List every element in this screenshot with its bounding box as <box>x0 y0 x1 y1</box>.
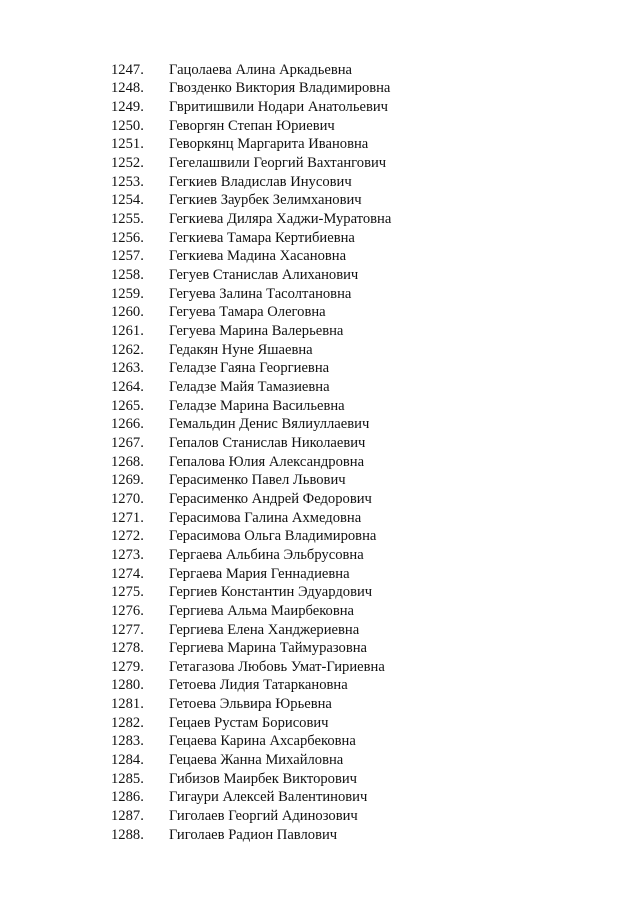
entry-name: Гетоева Эльвира Юрьевна <box>169 696 332 713</box>
list-item <box>111 807 391 826</box>
entry-number: 1279. <box>111 658 144 675</box>
entry-number: 1285. <box>111 770 144 787</box>
entry-number: 1275. <box>111 584 144 601</box>
entry-number: 1266. <box>111 416 144 433</box>
entry-number: 1248. <box>111 80 144 97</box>
entry-name: Гегкиева Диляра Хаджи-Муратовна <box>169 211 392 228</box>
list-item <box>111 453 391 472</box>
entry-number: 1258. <box>111 267 144 284</box>
entry-number: 1253. <box>111 173 144 190</box>
entry-name: Гегуева Тамара Олеговна <box>169 304 326 321</box>
entry-name: Геладзе Марина Васильевна <box>169 397 345 414</box>
list-item <box>111 658 391 677</box>
entry-number: 1252. <box>111 155 144 172</box>
entry-name: Гегуева Залина Тасолтановна <box>169 285 352 302</box>
list-item <box>111 509 391 528</box>
entry-name: Геворкянц Маргарита Ивановна <box>169 136 369 153</box>
entry-name: Гемальдин Денис Вялиуллаевич <box>169 416 370 433</box>
entry-name: Гергиев Константин Эдуардович <box>169 584 373 601</box>
entry-name: Гергиева Марина Таймуразовна <box>169 640 367 657</box>
entry-number: 1272. <box>111 528 144 545</box>
entry-name: Гепалов Станислав Николаевич <box>169 434 366 451</box>
entry-number: 1271. <box>111 509 144 526</box>
entry-name: Гергиева Елена Ханджериевна <box>169 621 360 638</box>
entry-name: Гергаева Мария Геннадиевна <box>169 565 350 582</box>
list-item <box>111 471 391 490</box>
entry-number: 1286. <box>111 789 144 806</box>
list-item <box>111 285 391 304</box>
entry-number: 1259. <box>111 285 144 302</box>
list-item <box>111 98 391 117</box>
entry-number: 1264. <box>111 378 144 395</box>
entry-number: 1280. <box>111 677 144 694</box>
entry-name: Гедакян Нуне Яшаевна <box>169 341 313 358</box>
list-item <box>111 322 391 341</box>
list-item <box>111 415 391 434</box>
entry-number: 1265. <box>111 397 144 414</box>
entry-number: 1282. <box>111 714 144 731</box>
entry-number: 1278. <box>111 640 144 657</box>
entry-number: 1256. <box>111 229 144 246</box>
entry-number: 1270. <box>111 490 144 507</box>
entry-number: 1262. <box>111 341 144 358</box>
entry-name: Гетагазова Любовь Умат-Гириевна <box>169 658 385 675</box>
entry-number: 1257. <box>111 248 144 265</box>
entry-number: 1268. <box>111 453 144 470</box>
entry-number: 1255. <box>111 211 144 228</box>
entry-name: Гацолаева Алина Аркадьевна <box>169 61 353 78</box>
list-item <box>111 751 391 770</box>
entry-number: 1274. <box>111 565 144 582</box>
list-item <box>111 341 391 360</box>
list-item <box>111 248 391 267</box>
list-item <box>111 360 391 379</box>
list-item <box>111 229 391 248</box>
entry-name: Герасименко Павел Львович <box>169 472 346 489</box>
list-item <box>111 61 391 80</box>
entry-number: 1273. <box>111 546 144 563</box>
entry-number: 1251. <box>111 136 144 153</box>
entry-number: 1284. <box>111 752 144 769</box>
entry-name: Геладзе Гаяна Георгиевна <box>169 360 330 377</box>
name-list <box>111 61 391 845</box>
entry-name: Гибизов Маирбек Викторович <box>169 770 358 787</box>
entry-name: Гегкиев Заурбек Зелимханович <box>169 192 362 209</box>
entry-number: 1267. <box>111 434 144 451</box>
entry-number: 1261. <box>111 323 144 340</box>
list-item <box>111 136 391 155</box>
entry-name: Гегелашвили Георгий Вахтангович <box>169 155 387 172</box>
list-item <box>111 173 391 192</box>
list-item <box>111 266 391 285</box>
list-item <box>111 826 391 845</box>
entry-number: 1287. <box>111 808 144 825</box>
entry-number: 1260. <box>111 304 144 321</box>
list-item <box>111 490 391 509</box>
list-item <box>111 639 391 658</box>
entry-number: 1277. <box>111 621 144 638</box>
list-item <box>111 378 391 397</box>
entry-name: Геладзе Майя Тамазиевна <box>169 378 330 395</box>
list-item <box>111 80 391 99</box>
entry-name: Гвритишвили Нодари Анатольевич <box>169 99 389 116</box>
entry-name: Гвозденко Виктория Владимировна <box>169 80 391 97</box>
entry-name: Гетоева Лидия Татаркановна <box>169 677 348 694</box>
entry-name: Гергаева Альбина Эльбрусовна <box>169 546 364 563</box>
list-item <box>111 210 391 229</box>
entry-name: Гепалова Юлия Александровна <box>169 453 365 470</box>
entry-number: 1276. <box>111 602 144 619</box>
entry-number: 1288. <box>111 826 144 843</box>
entry-name: Гигаури Алексей Валентинович <box>169 789 368 806</box>
list-item <box>111 733 391 752</box>
entry-name: Гиголаев Радион Павлович <box>169 826 338 843</box>
entry-number: 1281. <box>111 696 144 713</box>
list-item <box>111 714 391 733</box>
list-item <box>111 192 391 211</box>
entry-name: Гегуев Станислав Алиханович <box>169 267 359 284</box>
entry-number: 1247. <box>111 61 144 78</box>
entry-name: Гиголаев Георгий Адинозович <box>169 808 358 825</box>
list-item <box>111 117 391 136</box>
list-item <box>111 304 391 323</box>
entry-name: Гегкиев Владислав Инусович <box>169 173 352 190</box>
entry-number: 1254. <box>111 192 144 209</box>
list-item <box>111 583 391 602</box>
list-item <box>111 602 391 621</box>
entry-number: 1283. <box>111 733 144 750</box>
entry-name: Гегуева Марина Валерьевна <box>169 323 344 340</box>
entry-number: 1250. <box>111 117 144 134</box>
entry-name: Гергиева Альма Маирбековна <box>169 602 355 619</box>
list-item <box>111 565 391 584</box>
list-item <box>111 546 391 565</box>
entry-name: Гецаев Рустам Борисович <box>169 714 329 731</box>
entry-number: 1269. <box>111 472 144 489</box>
list-item <box>111 770 391 789</box>
list-item <box>111 695 391 714</box>
entry-number: 1263. <box>111 360 144 377</box>
entry-name: Гецаева Жанна Михайловна <box>169 752 344 769</box>
list-item <box>111 789 391 808</box>
list-item <box>111 621 391 640</box>
list-item <box>111 677 391 696</box>
entry-name: Гегкиева Мадина Хасановна <box>169 248 347 265</box>
entry-name: Геворгян Степан Юриевич <box>169 117 335 134</box>
list-item <box>111 397 391 416</box>
entry-number: 1249. <box>111 99 144 116</box>
entry-name: Гегкиева Тамара Кертибиевна <box>169 229 355 246</box>
list-item <box>111 154 391 173</box>
list-item <box>111 434 391 453</box>
entry-name: Герасимова Ольга Владимировна <box>169 528 377 545</box>
entry-name: Гецаева Карина Ахсарбековна <box>169 733 356 750</box>
entry-name: Герасимова Галина Ахмедовна <box>169 509 362 526</box>
entry-name: Герасименко Андрей Федорович <box>169 490 372 507</box>
list-item <box>111 527 391 546</box>
